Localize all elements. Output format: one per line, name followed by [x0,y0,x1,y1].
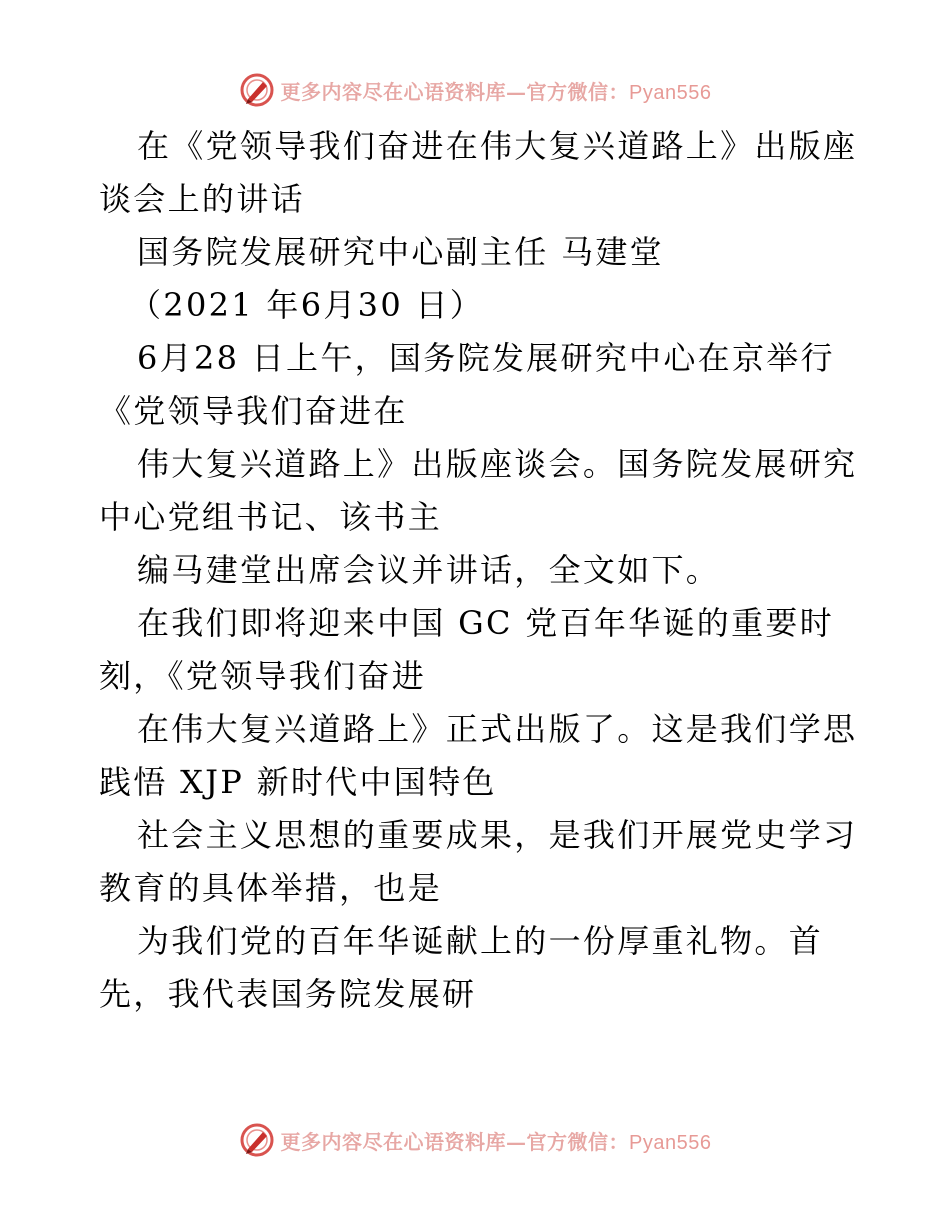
paragraph-line: 教育的具体举措，也是 [99,869,443,907]
pen-logo-icon [239,72,275,108]
paragraph-line: 为我们党的百年华诞献上的一份厚重礼物。首 [137,922,824,960]
title-line-2: 谈会上的讲话 [99,180,305,218]
paragraph-line: 在我们即将迎来中国 GC 党百年华诞的重要时 [137,604,834,642]
watermark-text: 更多内容尽在心语资料库—官方微信：Pyan556 [280,79,712,104]
paragraph-line: 刻，《党领导我们奋进 [99,657,427,695]
paragraph-line: 先，我代表国务院发展研 [99,975,477,1013]
paragraph-line: 《党领导我们奋进在 [99,392,408,430]
watermark-text: 更多内容尽在心语资料库—官方微信：Pyan556 [280,1129,712,1154]
document-body [99,120,859,1021]
wechat-id: Pyan556 [629,81,712,104]
pen-logo-icon [239,1122,275,1158]
paragraph-line: 6月28 日上午，国务院发展研究中心在京举行 [137,339,835,377]
date-line: （2021 年6月30 日） [129,286,485,324]
header-watermark [0,70,950,110]
paragraph-line: 在伟大复兴道路上》正式出版了。这是我们学思 [137,710,858,748]
footer-watermark [0,1120,950,1160]
title-line-1: 在《党领导我们奋进在伟大复兴道路上》出版座 [137,127,858,165]
wechat-id: Pyan556 [629,1131,712,1154]
paragraph-line: 社会主义思想的重要成果，是我们开展党史学习 [137,816,858,854]
paragraph-line: 伟大复兴道路上》出版座谈会。国务院发展研究 [137,445,858,483]
author-line: 国务院发展研究中心副主任 马建堂 [137,233,664,271]
paragraph-line: 中心党组书记、该书主 [99,498,443,536]
paragraph-line: 编马建堂出席会议并讲话，全文如下。 [137,551,721,589]
paragraph-line: 践悟 XJP 新时代中国特色 [99,763,497,801]
